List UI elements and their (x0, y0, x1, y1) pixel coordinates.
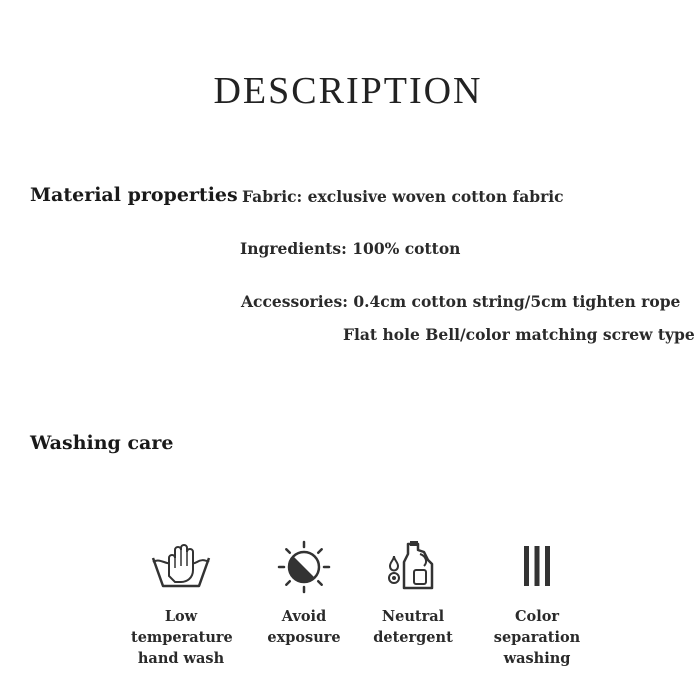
care-label-color-separation: Color separation washing (493, 608, 581, 667)
accessories-text: Accessories: 0.4cm cotton string/5cm tighten rope (241, 292, 681, 311)
care-item-color-separation (480, 540, 594, 669)
separation-bars-icon (510, 540, 564, 594)
hand-wash-icon (149, 540, 213, 594)
page-title: DESCRIPTION (213, 70, 483, 113)
washing-care-label: Washing care (30, 432, 174, 454)
care-item-avoid-exposure (254, 540, 354, 648)
care-label-avoid-exposure: Avoid exposure (267, 608, 341, 646)
detergent-bottle-icon (384, 540, 442, 594)
fabric-text: Fabric: exclusive woven cotton fabric (242, 187, 564, 206)
ingredients-text: Ingredients: 100% cotton (240, 239, 461, 258)
care-item-hand-wash (131, 540, 231, 669)
material-properties-label: Material properties (30, 184, 238, 206)
care-label-neutral-detergent: Neutral detergent (373, 608, 453, 646)
sun-icon (277, 540, 331, 594)
care-label-hand-wash: Low temperature hand wash (131, 608, 233, 667)
care-item-neutral-detergent (363, 540, 463, 648)
accessories-text-continued: Flat hole Bell/color matching screw type (343, 325, 695, 344)
